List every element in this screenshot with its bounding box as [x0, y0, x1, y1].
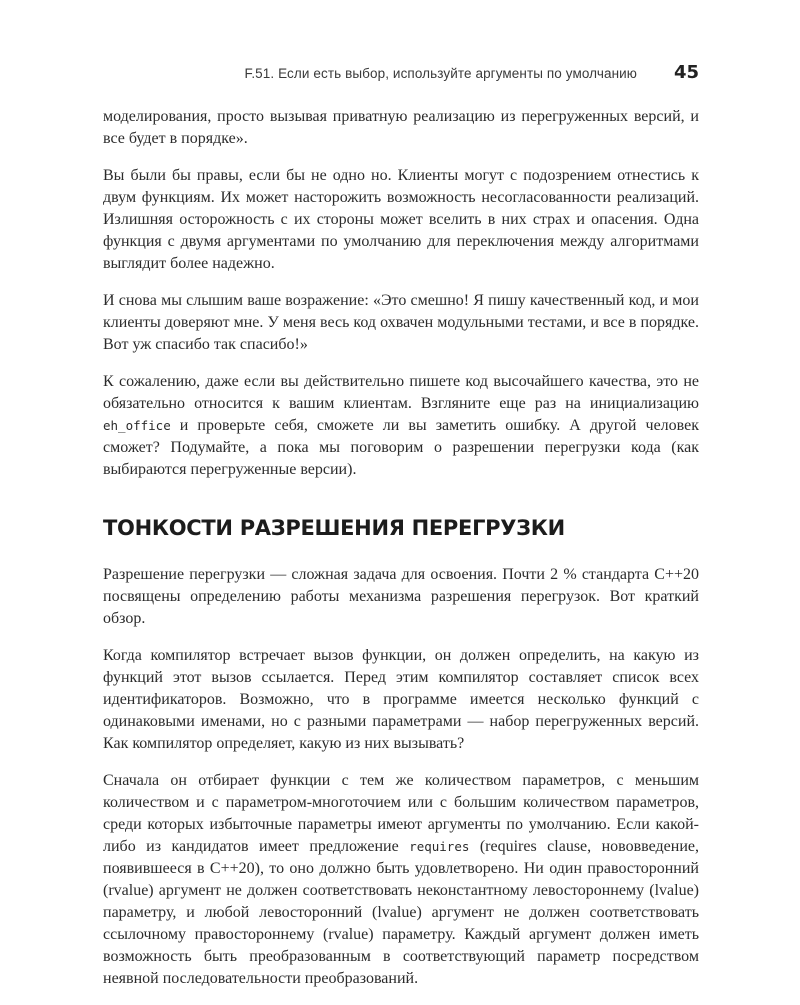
running-head [103, 62, 699, 86]
code-eh-office: eh_office [103, 418, 171, 433]
code-requires: requires [409, 839, 470, 854]
paragraph-regret [103, 371, 699, 481]
section-heading: ТОНКОСТИ РАЗРЕШЕНИЯ ПЕРЕГРУЗКИ [103, 516, 565, 540]
page-number: 45 [673, 62, 699, 83]
paragraph-objection: И снова мы слышим ваше возражение: «Это смешно! Я пишу качественный код, и мои клиенты доверяют мне. У меня весь код охвачен модульными тестами, и все в порядке. Вот уж спасибо так спасибо!» [103, 292, 699, 353]
running-head-title: F.51. Если есть выбор, используйте аргументы по умолчанию [244, 66, 637, 81]
paragraph-selection-text-2: (requires clause, нововведение, появившееся в C++20), то оно должно быть удовлетворено. Ни один правосторонний (rvalue) аргумент не должен соответствовать неконстантному левостороннему (lvalue) параметру, и любой левосторонний (lvalue) аргумент не должен соответствовать ссылочному правостороннему (rvalue) параметру. Каждый аргумент должен иметь возможность быть преобразованным в соответствующий параметр посредством неявной последовательности преобразований. [103, 838, 699, 987]
paragraph-clients: Вы были бы правы, если бы не одно но. Клиенты могут с подозрением отнестись к двум функциям. Их может насторожить возможность несогласованности реализаций. Излишняя осторожность с их стороны может вселить в них страх и опасения. Одна функция с двумя аргументами по умолчанию для переключения между алгоритмами выглядит более надежно. [103, 167, 699, 272]
paragraph-selection [103, 770, 699, 990]
paragraph-overload-intro: Разрешение перегрузки — сложная задача для освоения. Почти 2 % стандарта C++20 посвящены определению работы механизма разрешения перегрузок. Вот краткий обзор. [103, 566, 699, 627]
paragraph-compiler: Когда компилятор встречает вызов функции, он должен определить, на какую из функций этот вызов ссылается. Перед этим компилятор составляет список всех идентификаторов. Возможно, что в программе имеется несколько функций с одинаковыми именами, но с разными параметрами — набор перегруженных версий. Как компилятор определяет, какую из них вызывать? [103, 647, 699, 752]
paragraph-regret-text-1: К сожалению, даже если вы действительно пишете код высочайшего качества, это не обязательно относится к вашим клиентам. Взгляните еще раз на инициализацию [103, 373, 699, 412]
page-body [103, 106, 699, 1005]
paragraph-selection-text-1: Сначала он отбирает функции с тем же количеством параметров, с меньшим количеством и с параметром-многоточием или с большим количеством параметров, среди которых избыточные параметры имеют аргументы по умолчанию. Если какой-либо из кандидатов имеет предложение [103, 772, 699, 855]
paragraph-regret-text-2: и проверьте себя, сможете ли вы заметить ошибку. А другой человек сможет? Подумайте, а пока мы поговорим о разрешении перегрузки кода (как выбираются перегруженные версии). [103, 417, 699, 478]
paragraph-continued: моделирования, просто вызывая приватную реализацию из перегруженных версий, и все будет в порядке». [103, 108, 699, 147]
